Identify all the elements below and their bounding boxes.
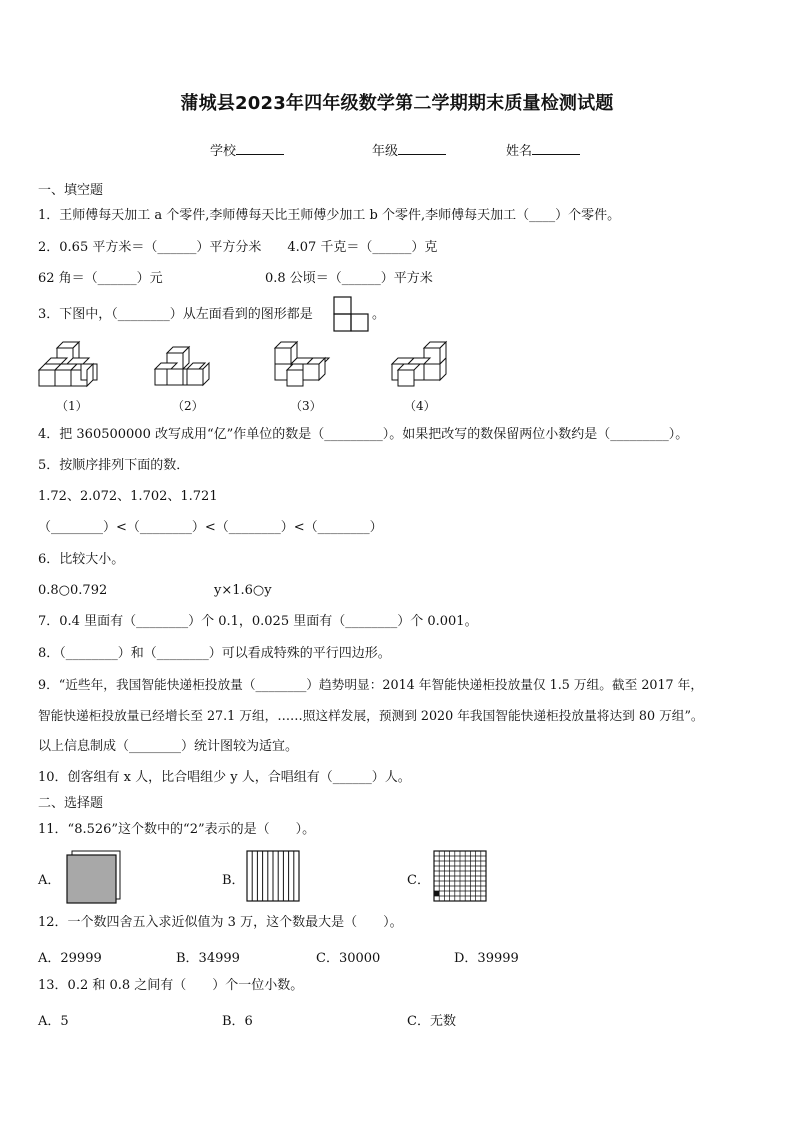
- option-12a[interactable]: A．29999: [38, 951, 102, 966]
- grade-label: 年级: [372, 144, 399, 159]
- figure-caption-2: （2）: [172, 399, 204, 413]
- question-2-line2a: 62 角＝（______）元: [38, 271, 163, 286]
- tenths-strips-icon: [246, 850, 302, 902]
- page-title: 蒲城县2023年四年级数学第二学期期末质量检测试题: [180, 93, 614, 114]
- school-field: [210, 142, 284, 160]
- option-12c[interactable]: C．30000: [316, 951, 381, 966]
- question-5: 5．按顺序排列下面的数．: [38, 458, 190, 473]
- school-label: 学校: [210, 144, 237, 159]
- question-11: 11．“8.526”这个数中的“2”表示的是（ ）。: [38, 822, 316, 837]
- question-3: 3．下图中，（________）从左面看到的图形都是: [38, 307, 313, 322]
- question-1: 1．王师傅每天加工 a 个零件,李师傅每天比王师傅少加工 b 个零件,李师傅每天加工（____）个零件。: [38, 208, 621, 223]
- option-13b[interactable]: B．6: [222, 1014, 253, 1029]
- section-fill-heading: 一、填空题: [38, 183, 104, 198]
- question-10: 10．创客组有 x 人，比合唱组少 y 人，合唱组有（______）人。: [38, 770, 411, 785]
- question-6: 6．比较大小。: [38, 552, 125, 567]
- option-11b-label[interactable]: B．: [222, 873, 245, 888]
- cube-figure-1-icon: [37, 340, 105, 392]
- hundredths-grid-icon: [433, 850, 489, 902]
- figure-caption-4: （4）: [404, 399, 436, 413]
- question-9-line2: 智能快递柜投放量已经增长至 27.1 万组，……照这样发展，预测到 2020 年我国智能快递柜投放量将达到 80 万组”。: [38, 708, 704, 723]
- question-5-numbers: 1.72、2.072、1.702、1.721: [38, 489, 218, 504]
- name-field: [506, 142, 580, 160]
- cube-figure-4-icon: [386, 340, 454, 392]
- left-view-shape-icon: [333, 296, 373, 332]
- question-5-order: （________）<（________）<（________）<（________）: [38, 520, 383, 535]
- school-blank[interactable]: [236, 142, 284, 155]
- option-13c[interactable]: C．无数: [407, 1014, 456, 1029]
- grade-field: [372, 142, 446, 160]
- option-12b[interactable]: B．34999: [176, 951, 240, 966]
- whole-square-icon: [64, 850, 124, 905]
- section-choice-heading: 二、选择题: [38, 796, 104, 811]
- question-4: 4．把 360500000 改写成用“亿”作单位的数是（_________）。如果把改写的数保留两位小数约是（_________）。: [38, 427, 689, 442]
- name-blank[interactable]: [532, 142, 580, 155]
- name-label: 姓名: [506, 144, 533, 159]
- cube-figure-2-icon: [153, 345, 221, 393]
- option-13a[interactable]: A．5: [38, 1014, 69, 1029]
- question-3-period: 。: [372, 307, 386, 322]
- option-12d[interactable]: D．39999: [454, 951, 519, 966]
- question-6a: 0.8○0.792: [38, 583, 108, 598]
- cube-figure-3-icon: [273, 340, 341, 392]
- question-2-line2b: 0.8 公顷＝（______）平方米: [265, 271, 433, 286]
- option-11c-label[interactable]: C．: [407, 873, 430, 888]
- question-13: 13．0.2 和 0.8 之间有（ ）个一位小数。: [38, 978, 304, 993]
- grade-blank[interactable]: [398, 142, 446, 155]
- question-9-line1: 9．“近些年，我国智能快递柜投放量（________）趋势明显：2014 年智能快递柜投放量仅 1.5 万组。截至 2017 年，: [38, 677, 704, 692]
- question-6b: y×1.6○y: [214, 583, 272, 598]
- figure-caption-3: （3）: [290, 399, 322, 413]
- question-12: 12．一个数四舍五入求近似值为 3 万，这个数最大是（ ）。: [38, 915, 403, 930]
- question-9-line3: 以上信息制成（________）统计图较为适宜。: [38, 739, 299, 754]
- question-8: 8．（________）和（________）可以看成特殊的平行四边形。: [38, 646, 391, 661]
- figure-caption-1: （1）: [56, 399, 88, 413]
- option-11a-label[interactable]: A．: [38, 873, 61, 888]
- question-7: 7．0.4 里面有（________）个 0.1，0.025 里面有（________）个 0.001。: [38, 614, 478, 629]
- question-2-line1: 2．0.65 平方米＝（______）平方分米 4.07 千克＝（______）克: [38, 240, 438, 255]
